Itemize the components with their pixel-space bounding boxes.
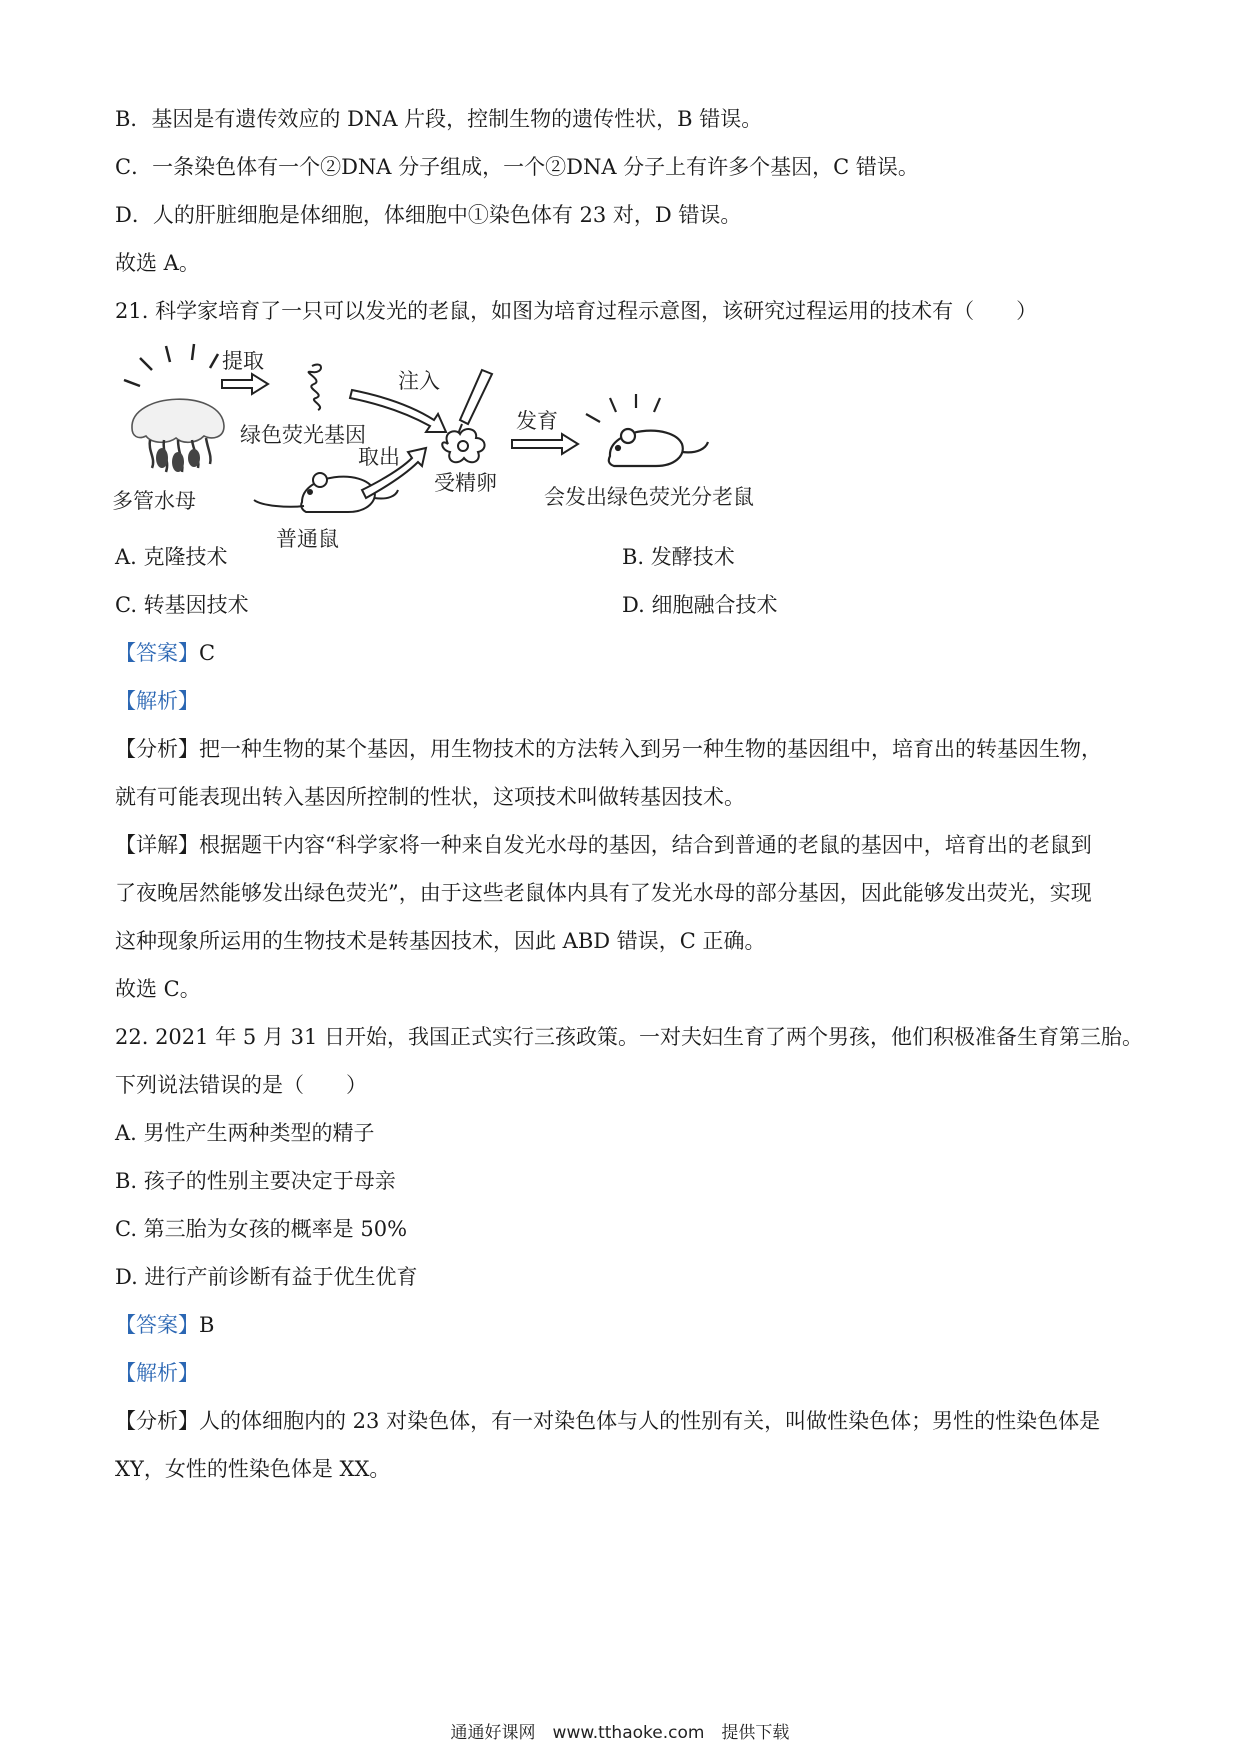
answer-value: C [199, 641, 216, 665]
q22-analysis-tag [115, 1358, 199, 1388]
analysis-tag: 【解析】 [115, 689, 199, 713]
label-jellyfish: 多管水母 [112, 489, 196, 513]
label-develop: 发育 [516, 409, 558, 433]
fenxi-text-1: 人的体细胞内的 23 对染色体，有一对染色体与人的性别有关，叫做性染色体；男性的性染色体是 [199, 1409, 1101, 1433]
q21-xiangjie-3: 这种现象所运用的生物技术是转基因技术，因此 ABD 错误，C 正确。 [115, 929, 766, 953]
label-gene: 绿色荧光基因 [240, 423, 366, 447]
q21-choose: 故选 C。 [115, 977, 201, 1001]
extract-arrow [222, 374, 268, 394]
option-c-explanation: C．一条染色体有一个②DNA 分子组成，一个②DNA 分子上有许多个基因，C 错误。 [115, 155, 919, 179]
question-22-stem-1: 22. 2021 年 5 月 31 日开始，我国正式实行三孩政策。一对夫妇生育了两个男孩，他们积极准备生育第三胎。 [115, 1025, 1143, 1049]
label-extract: 提取 [222, 349, 264, 373]
q21-xiangjie-2: 了夜晚居然能够发出绿色荧光”，由于这些老鼠体内具有了发光水母的部分基因，因此能够发出荧光，实现 [115, 881, 1092, 905]
option-d-explanation: D．人的肝脏细胞是体细胞，体细胞中①染色体有 23 对，D 错误。 [115, 203, 742, 227]
q21-answer [115, 638, 215, 668]
needle-icon [458, 370, 492, 434]
label-inject: 注入 [398, 369, 440, 393]
footer-watermark: 通通好课网 www.tthaoke.com 提供下载 [450, 1723, 790, 1743]
choose-a: 故选 A。 [115, 251, 200, 275]
q21-option-d: D. 细胞融合技术 [622, 593, 778, 617]
answer-tag: 【答案】 [115, 1313, 199, 1337]
q21-option-b: B. 发酵技术 [622, 545, 735, 569]
q21-xiangjie-1 [115, 830, 1092, 860]
question-21-stem: 21. 科学家培育了一只可以发光的老鼠，如图为培育过程示意图，该研究过程运用的技术有（ ） [115, 299, 1038, 323]
q22-option-b: B. 孩子的性别主要决定于母亲 [115, 1169, 396, 1193]
q22-option-a: A. 男性产生两种类型的精子 [115, 1121, 375, 1145]
fenxi-tag: 【分析】 [115, 1409, 199, 1433]
q21-analysis-tag [115, 686, 199, 716]
gene-coil-icon [309, 364, 321, 410]
q21-option-a: A. 克隆技术 [115, 545, 228, 569]
q21-fenxi-2: 就有可能表现出转入基因所控制的性状，这项技术叫做转基因技术。 [115, 785, 745, 809]
question-22-stem-2: 下列说法错误的是（ ） [115, 1073, 367, 1097]
answer-value: B [199, 1313, 215, 1337]
q22-option-c: C. 第三胎为女孩的概率是 50% [115, 1217, 408, 1241]
fertilized-egg-icon [442, 429, 484, 462]
analysis-tag: 【解析】 [115, 1361, 199, 1385]
label-fertilized-egg: 受精卵 [434, 471, 497, 495]
option-b-explanation: B．基因是有遗传效应的 DNA 片段，控制生物的遗传性状，B 错误。 [115, 107, 763, 131]
q21-option-c: C. 转基因技术 [115, 593, 249, 617]
q22-fenxi-1 [115, 1406, 1100, 1436]
fenxi-tag: 【分析】 [115, 737, 199, 761]
q22-answer [115, 1310, 214, 1340]
label-glowing-mouse: 会发出绿色荧光分老鼠 [544, 485, 754, 509]
xiangjie-text-1: 根据题干内容“科学家将一种来自发光水母的基因，结合到普通的老鼠的基因中，培育出的老鼠到 [199, 833, 1092, 857]
q22-fenxi-2: XY，女性的性染色体是 XX。 [115, 1457, 391, 1481]
q21-fenxi-1 [115, 734, 1102, 764]
label-take-out: 取出 [358, 445, 400, 469]
q22-option-d: D. 进行产前诊断有益于优生优育 [115, 1265, 418, 1289]
answer-tag: 【答案】 [115, 641, 199, 665]
glowing-mouse-icon [586, 394, 708, 466]
fenxi-text-1: 把一种生物的某个基因，用生物技术的方法转入到另一种生物的基因组中，培育出的转基因生物， [199, 737, 1102, 761]
xiangjie-tag: 【详解】 [115, 833, 199, 857]
develop-arrow [512, 434, 578, 454]
label-ordinary-mouse: 普通鼠 [276, 527, 339, 551]
